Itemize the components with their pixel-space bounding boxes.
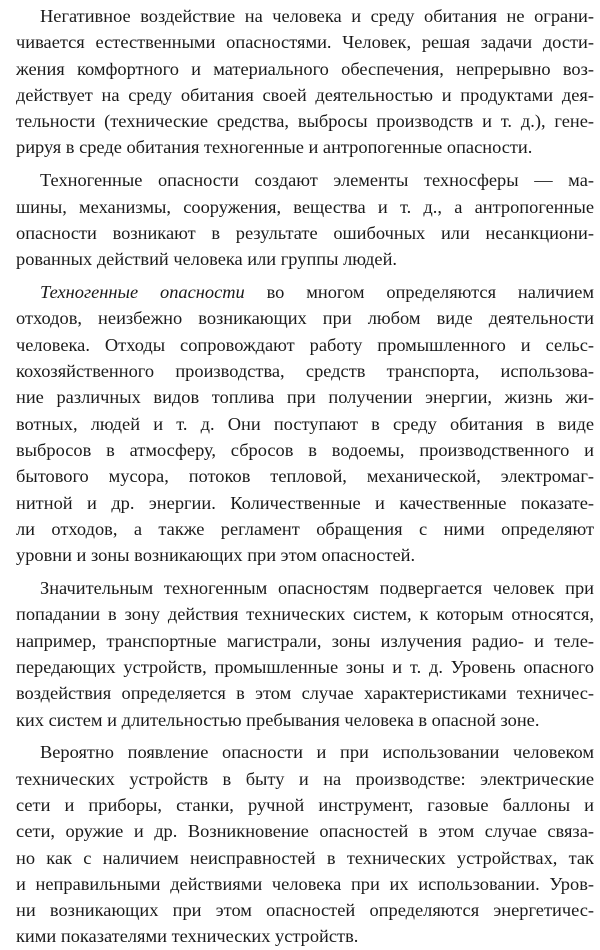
text-line: попадании в зону действия технических систем, к которым относятся, [16, 604, 594, 625]
text-line [16, 279, 594, 305]
text-line: технических устройств в быту и на производстве: электрические [16, 768, 594, 789]
text-line: например, транспортные магистрали, зоны излучения радио- и теле- [16, 630, 594, 651]
emphasis-term: Техногенные опасности [40, 282, 245, 303]
text-line: кохозяйственного производства, средств транспорта, использова- [16, 361, 594, 382]
text-line: Вероятно появление опасности и при использовании человеком [40, 742, 594, 763]
text-line: действует на среду обитания своей деятельностью и продуктами дея- [16, 84, 594, 105]
text-line: но как с наличием неисправностей в технических устройствах, так [16, 847, 594, 868]
paragraph-1 [16, 3, 594, 161]
text-span: во многом определяются наличием [244, 282, 594, 303]
text-line: рованных действий человека или группы людей. [16, 249, 398, 270]
text-line: кими показателями технических устройств. [16, 926, 359, 947]
text-line: передающих устройств, промышленные зоны и т. д. Уровень опасного [16, 656, 594, 677]
text-line: и неправильными действиями человека при их использовании. Уров- [16, 873, 594, 894]
text-line: воздействия определяется в этом случае характеристиками техничес- [16, 683, 594, 704]
text-line: бытового мусора, потоков тепловой, механической, электромаг- [16, 466, 594, 487]
text-line: ли отходов, а также регламент обращения с ними определяют [16, 518, 594, 539]
text-line: уровни и зоны возникающих при этом опасностей. [16, 545, 416, 566]
text-line: рируя в среде обитания техногенные и антропогенные опасности. [16, 137, 533, 158]
text-line: шины, механизмы, сооружения, вещества и т. д., а антропогенные [16, 196, 594, 217]
text-line: тельности (технические средства, выбросы производств и т. д.), гене- [16, 111, 594, 132]
text-line: Техногенные опасности создают элементы техносферы — ма- [40, 170, 594, 191]
text-line: вотных, людей и т. д. Они поступают в среду обитания в виде [16, 413, 594, 434]
text-line: Негативное воздействие на человека и среду обитания не ограни- [40, 6, 594, 26]
text-line: ких систем и длительностью пребывания человека в опасной зоне. [16, 709, 540, 730]
text-line: опасности возникают в результате ошибочных или несанкциони- [16, 222, 594, 243]
text-line: Значительным техногенным опасностям подвергается человек при [40, 578, 594, 599]
text-line: сети, оружие и др. Возникновение опасностей в этом случае связа- [16, 821, 594, 842]
paragraph-3 [16, 279, 594, 568]
text-line: выбросов в атмосферу, сбросов в водоемы, производственного и [16, 439, 594, 460]
text-line: жения комфортного и материального обеспечения, непрерывно воз- [16, 58, 594, 79]
text-line: отходов, неизбежно возникающих при любом виде деятельности [16, 308, 594, 329]
text-line: чивается естественными опасностями. Человек, решая задачи дости- [16, 32, 594, 53]
text-line: ние различных видов топлива при получении энергии, жизнь жи- [16, 387, 594, 408]
paragraph-4 [16, 575, 594, 733]
paragraph-5 [16, 739, 594, 949]
text-line: ни возникающих при этом опасностей определяются энергетичес- [16, 900, 594, 921]
text-line: сети и приборы, станки, ручной инструмент, газовые баллоны и [16, 794, 594, 815]
text-line: нитной и др. энергии. Количественные и качественные показате- [16, 492, 594, 513]
paragraph-2 [16, 167, 594, 272]
text-line: человека. Отходы сопровождают работу промышленного и сельс- [16, 334, 594, 355]
